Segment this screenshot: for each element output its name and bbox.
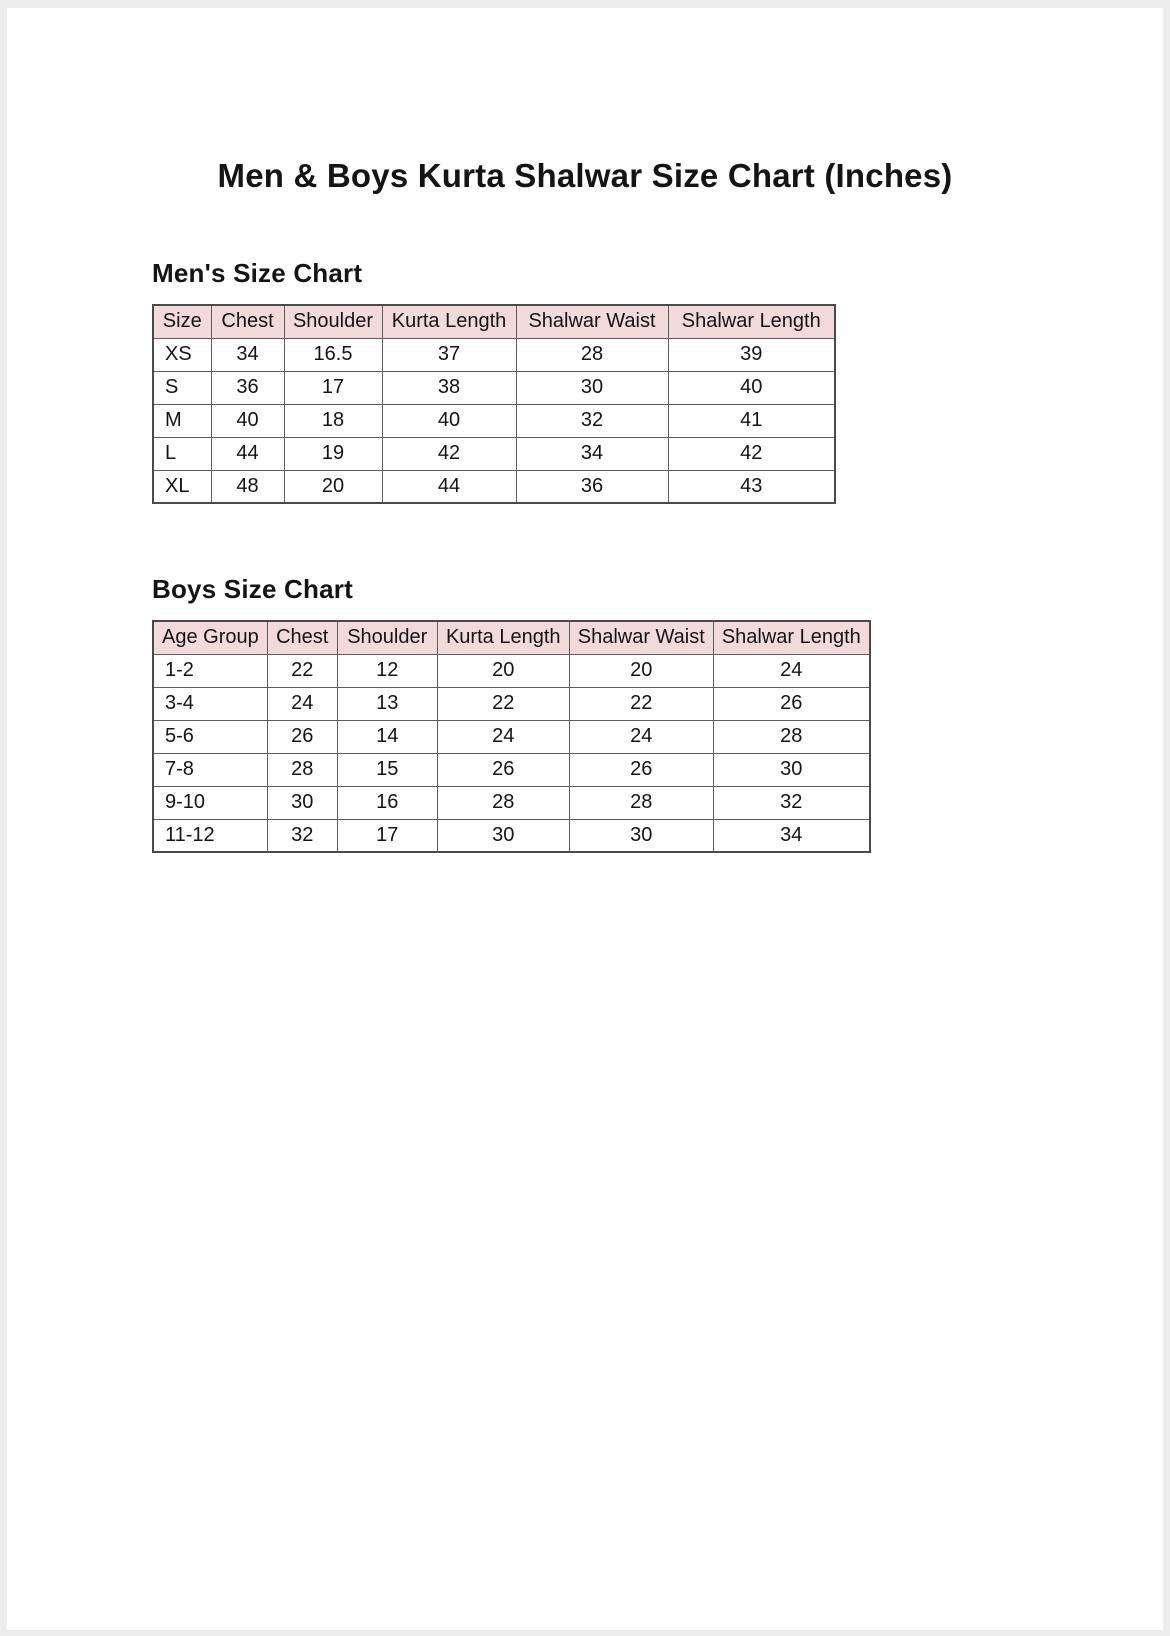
table-row: [153, 654, 870, 687]
table-cell: 41: [668, 404, 835, 437]
table-cell: 28: [569, 786, 713, 819]
table-cell: 19: [284, 437, 382, 470]
table-cell: 26: [267, 720, 337, 753]
table-cell: 42: [382, 437, 516, 470]
table-cell: 24: [569, 720, 713, 753]
table-cell: 17: [337, 819, 437, 852]
table-cell: 30: [516, 371, 668, 404]
table-cell: 30: [713, 753, 869, 786]
column-header: Shalwar Length: [713, 621, 869, 654]
table-cell: 30: [437, 819, 569, 852]
table-cell: 37: [382, 338, 516, 371]
column-header: Shoulder: [337, 621, 437, 654]
table-cell: 5-6: [153, 720, 267, 753]
table-cell: 22: [569, 687, 713, 720]
table-row: [153, 687, 870, 720]
table-cell: 13: [337, 687, 437, 720]
table-cell: 20: [569, 654, 713, 687]
table-cell: 28: [713, 720, 869, 753]
table-cell: 22: [437, 687, 569, 720]
table-cell: 11-12: [153, 819, 267, 852]
table-cell: 1-2: [153, 654, 267, 687]
table-cell: 7-8: [153, 753, 267, 786]
table-cell: 28: [267, 753, 337, 786]
column-header: Shoulder: [284, 305, 382, 338]
column-header: Shalwar Length: [668, 305, 835, 338]
table-cell: L: [153, 437, 211, 470]
table-cell: 44: [382, 470, 516, 503]
table-cell: 34: [211, 338, 284, 371]
table-cell: 14: [337, 720, 437, 753]
table-cell: 28: [437, 786, 569, 819]
table-cell: 17: [284, 371, 382, 404]
table-cell: 24: [267, 687, 337, 720]
table-cell: 34: [713, 819, 869, 852]
table-cell: 32: [267, 819, 337, 852]
column-header: Chest: [211, 305, 284, 338]
table-cell: S: [153, 371, 211, 404]
table-cell: 28: [516, 338, 668, 371]
table-cell: 20: [284, 470, 382, 503]
mens-size-table: [152, 304, 836, 504]
table-cell: XL: [153, 470, 211, 503]
table-cell: 20: [437, 654, 569, 687]
column-header: Shalwar Waist: [569, 621, 713, 654]
table-cell: 40: [668, 371, 835, 404]
column-header: Shalwar Waist: [516, 305, 668, 338]
table-cell: M: [153, 404, 211, 437]
table-cell: 39: [668, 338, 835, 371]
table-cell: 44: [211, 437, 284, 470]
boys-section-heading: Boys Size Chart: [152, 574, 353, 604]
table-header-row: [153, 621, 870, 654]
table-row: [153, 338, 835, 371]
table-cell: 26: [713, 687, 869, 720]
document-page: [7, 8, 1163, 1630]
table-cell: 36: [516, 470, 668, 503]
table-cell: 32: [713, 786, 869, 819]
table-cell: 40: [211, 404, 284, 437]
table-cell: 15: [337, 753, 437, 786]
table-cell: 34: [516, 437, 668, 470]
table-cell: XS: [153, 338, 211, 371]
table-cell: 9-10: [153, 786, 267, 819]
column-header: Size: [153, 305, 211, 338]
table-cell: 26: [569, 753, 713, 786]
table-cell: 38: [382, 371, 516, 404]
table-row: [153, 437, 835, 470]
table-row: [153, 371, 835, 404]
column-header: Chest: [267, 621, 337, 654]
table-cell: 24: [437, 720, 569, 753]
boys-size-table: [152, 620, 871, 853]
table-cell: 43: [668, 470, 835, 503]
table-row: [153, 470, 835, 503]
table-row: [153, 786, 870, 819]
table-row: [153, 404, 835, 437]
table-cell: 32: [516, 404, 668, 437]
column-header: Age Group: [153, 621, 267, 654]
table-cell: 12: [337, 654, 437, 687]
table-cell: 3-4: [153, 687, 267, 720]
table-cell: 16.5: [284, 338, 382, 371]
table-row: [153, 819, 870, 852]
table-cell: 24: [713, 654, 869, 687]
column-header: Kurta Length: [382, 305, 516, 338]
mens-section-heading: Men's Size Chart: [152, 258, 363, 288]
table-row: [153, 720, 870, 753]
table-cell: 30: [267, 786, 337, 819]
table-header-row: [153, 305, 835, 338]
table-cell: 22: [267, 654, 337, 687]
table-cell: 26: [437, 753, 569, 786]
table-cell: 36: [211, 371, 284, 404]
table-cell: 18: [284, 404, 382, 437]
table-cell: 16: [337, 786, 437, 819]
table-cell: 30: [569, 819, 713, 852]
document-content: [7, 258, 1163, 853]
table-cell: 42: [668, 437, 835, 470]
table-row: [153, 753, 870, 786]
page-title: Men & Boys Kurta Shalwar Size Chart (Inches): [217, 157, 953, 194]
table-cell: 48: [211, 470, 284, 503]
table-cell: 40: [382, 404, 516, 437]
column-header: Kurta Length: [437, 621, 569, 654]
